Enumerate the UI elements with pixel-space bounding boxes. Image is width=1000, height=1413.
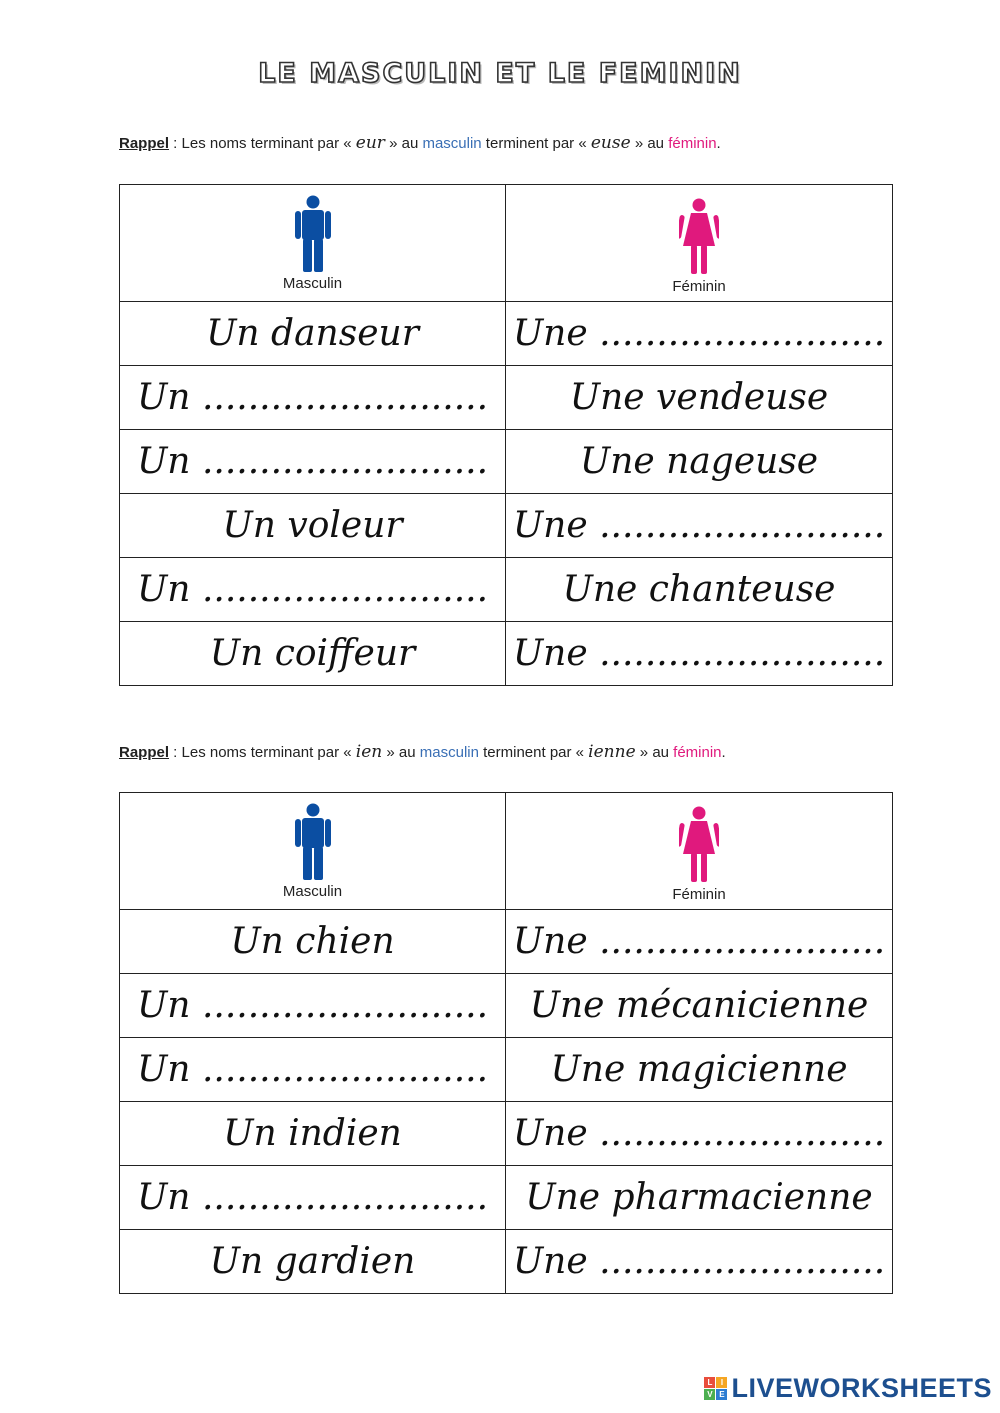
table-header-row [120,793,893,910]
blank-masculin[interactable]: Un ......................... [136,985,489,1026]
suffix-feminin: ienne [588,742,636,762]
cell-masculin[interactable] [120,366,506,430]
word-feminin: Une pharmacienne [525,1177,873,1218]
cell-feminin [506,1166,893,1230]
word-feminin: Une chanteuse [562,569,836,610]
rappel-text: : Les noms terminant par « [169,744,356,761]
header-masculin [120,793,506,910]
table-row [120,974,893,1038]
rappel-label: Rappel [119,135,170,152]
blank-masculin[interactable]: Un ......................... [136,569,489,610]
word-masculin: Un chien [230,921,395,962]
page-title: LE MASCULIN ET LE FEMININ [258,58,742,89]
cell-masculin [120,1230,506,1294]
cell-feminin [506,974,893,1038]
table-row [120,1102,893,1166]
table-header-row [120,185,893,302]
cell-masculin [120,302,506,366]
cell-masculin [120,910,506,974]
cell-masculin [120,494,506,558]
cell-masculin [120,622,506,686]
logo-letter: L [704,1377,715,1388]
word-masculin: Un danseur [206,313,419,354]
cell-feminin[interactable] [506,494,893,558]
blank-feminin[interactable]: Une ......................... [512,1113,886,1154]
blank-feminin[interactable]: Une ......................... [512,633,886,674]
cell-masculin[interactable] [120,430,506,494]
table-row [120,366,893,430]
table-row [120,430,893,494]
woman-icon [679,198,719,276]
feminin-word: féminin [673,744,722,761]
rappel-text: » au [630,135,669,152]
header-masculin [120,185,506,302]
blank-feminin[interactable]: Une ......................... [512,313,886,354]
masculin-word: masculin [419,744,479,761]
cell-feminin [506,558,893,622]
masculin-label: Masculin [282,882,343,900]
word-masculin: Un gardien [209,1241,416,1282]
table-row [120,910,893,974]
feminin-label: Féminin [672,885,726,903]
feminin-word: féminin [668,135,717,152]
word-feminin: Une nageuse [579,441,819,482]
rappel-eur [119,133,899,153]
table-row [120,302,893,366]
table-row [120,1166,893,1230]
table-eur [119,184,893,686]
rappel-text: : Les noms terminant par « [169,135,356,152]
cell-masculin[interactable] [120,1166,506,1230]
table-row [120,1230,893,1294]
header-feminin [506,185,893,302]
word-feminin: Une vendeuse [569,377,829,418]
cell-feminin [506,430,893,494]
suffix-masculin: ien [355,742,383,762]
cell-feminin [506,1038,893,1102]
word-masculin: Un indien [223,1113,402,1154]
brand-name: LIVEWORKSHEETS [731,1372,992,1403]
liveworksheets-logo-icon [704,1377,727,1400]
word-feminin: Une mécanicienne [529,985,869,1026]
feminin-label: Féminin [672,277,726,295]
rappel-text: » au [384,135,423,152]
rappel-text: terminent par « [481,135,591,152]
man-icon [293,803,333,881]
masculin-word: masculin [422,135,482,152]
blank-feminin[interactable]: Une ......................... [512,921,886,962]
cell-feminin [506,366,893,430]
cell-masculin [120,1102,506,1166]
rappel-ien [119,742,899,762]
blank-masculin[interactable]: Un ......................... [136,377,489,418]
word-masculin: Un voleur [222,505,403,546]
blank-feminin[interactable]: Une ......................... [512,505,886,546]
rappel-text: . [721,744,726,761]
liveworksheets-watermark [704,1373,992,1403]
cell-feminin[interactable] [506,910,893,974]
cell-feminin[interactable] [506,302,893,366]
cell-feminin[interactable] [506,1102,893,1166]
cell-masculin[interactable] [120,558,506,622]
blank-masculin[interactable]: Un ......................... [136,1177,489,1218]
woman-icon [679,806,719,884]
masculin-label: Masculin [282,274,343,292]
cell-feminin[interactable] [506,622,893,686]
rappel-text: . [716,135,721,152]
man-icon [293,195,333,273]
table-row [120,622,893,686]
table-row [120,558,893,622]
blank-feminin[interactable]: Une ......................... [512,1241,886,1282]
cell-feminin[interactable] [506,1230,893,1294]
word-masculin: Un coiffeur [209,633,416,674]
blank-masculin[interactable]: Un ......................... [136,1049,489,1090]
word-feminin: Une magicienne [550,1049,848,1090]
rappel-text: terminent par « [478,744,589,761]
cell-masculin[interactable] [120,974,506,1038]
table-ien [119,792,893,1294]
table-row [120,494,893,558]
suffix-masculin: eur [355,133,385,153]
rappel-text: » au [635,744,674,761]
rappel-label: Rappel [119,744,170,761]
cell-masculin[interactable] [120,1038,506,1102]
logo-letter: E [716,1389,727,1400]
suffix-feminin: euse [590,133,631,153]
blank-masculin[interactable]: Un ......................... [136,441,489,482]
logo-letter: I [716,1377,727,1388]
logo-letter: V [704,1389,715,1400]
rappel-text: » au [382,744,420,761]
header-feminin [506,793,893,910]
table-row [120,1038,893,1102]
